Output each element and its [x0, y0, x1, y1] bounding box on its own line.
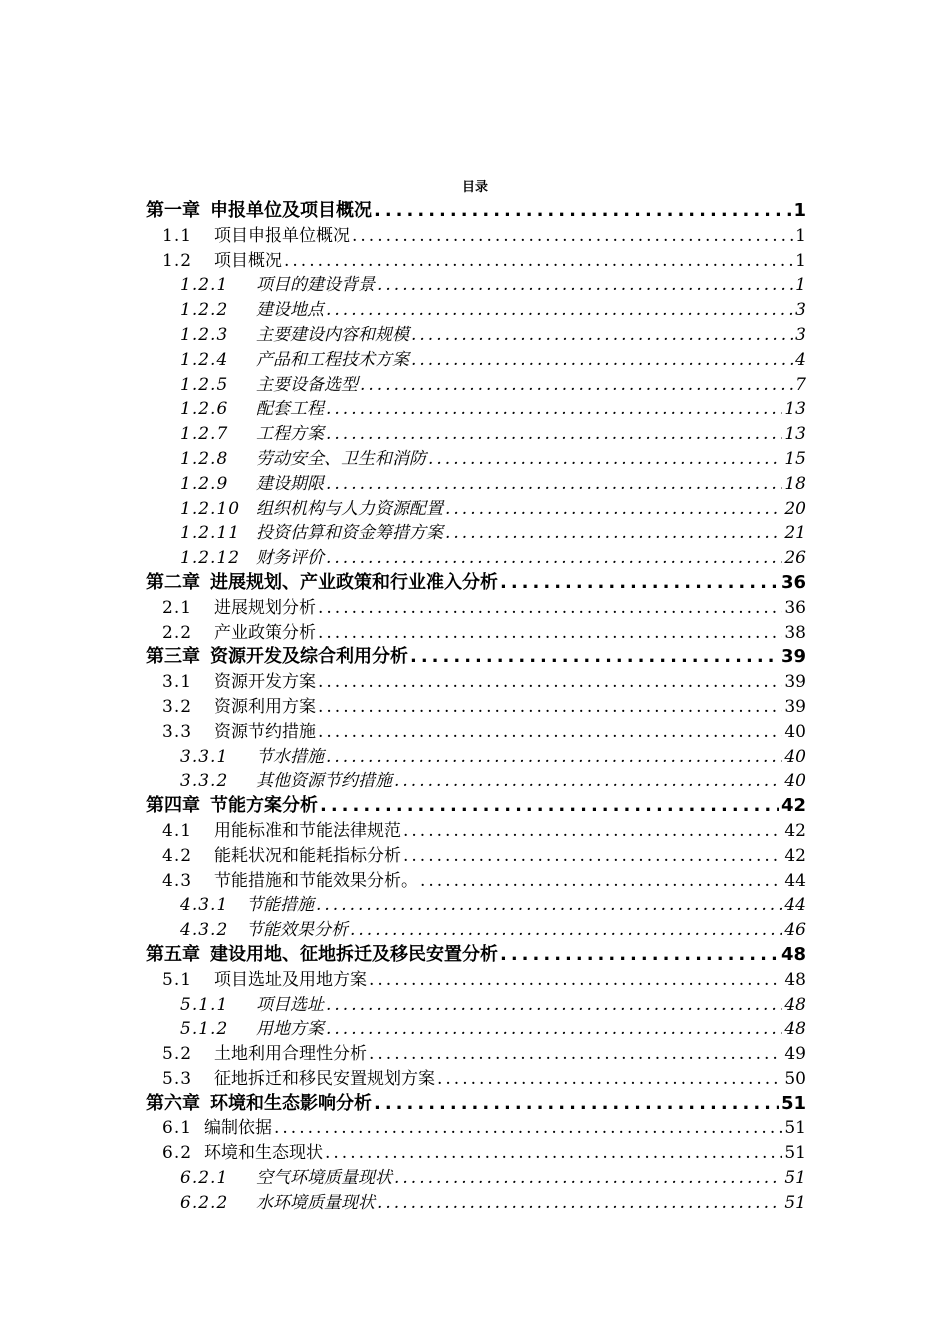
toc-subsection-entry[interactable] [146, 546, 806, 571]
toc-entry-text: 资源开发方案 [214, 672, 316, 693]
toc-entry-label [146, 794, 318, 819]
toc-entry-label [180, 348, 409, 373]
toc-page-number: 48 [784, 969, 806, 990]
toc-section-entry[interactable] [146, 869, 806, 894]
toc-leader-dots [326, 993, 782, 1018]
toc-page-number: 39 [784, 696, 806, 717]
toc-entry-text: 环境和生态现状 [204, 1143, 323, 1164]
toc-leader-dots [318, 695, 782, 720]
toc-entry-number: 6.2 [162, 1143, 193, 1164]
toc-entry-label [162, 249, 282, 274]
toc-leader-dots [411, 348, 793, 373]
toc-page-number: 1 [795, 225, 806, 246]
toc-entry-number: 4.3.1 [180, 895, 229, 916]
toc-entry-text: 劳动安全、卫生和消防 [256, 448, 426, 469]
toc-leader-dots [410, 645, 779, 670]
toc-entry-text: 进展规划分析 [214, 597, 316, 618]
toc-entry-label [180, 323, 409, 348]
toc-leader-dots [274, 1116, 782, 1141]
toc-entry-number: 5.2 [162, 1044, 193, 1065]
toc-entry-text: 编制依据 [204, 1118, 272, 1139]
toc-entry-label [180, 918, 348, 943]
toc-entry-text: 项目选址 [256, 994, 324, 1015]
toc-entry-text: 节水措施 [256, 746, 324, 767]
toc-leader-dots [326, 745, 782, 770]
toc-entry-number: 3.3.1 [180, 746, 229, 767]
toc-chapter-entry[interactable] [146, 199, 806, 224]
toc-subsection-entry[interactable] [146, 993, 806, 1018]
toc-entry-label [180, 1017, 324, 1042]
toc-page-number: 21 [784, 523, 806, 544]
toc-leader-dots [403, 819, 782, 844]
toc-entry-text: 建设用地、征地拆迁及移民安置分析 [210, 943, 498, 965]
toc-leader-dots [318, 621, 782, 646]
toc-section-entry[interactable] [146, 1042, 806, 1067]
toc-page-number: 49 [784, 1044, 806, 1065]
toc-page-number: 42 [784, 820, 806, 841]
toc-entry-number: 第二章 [146, 571, 200, 593]
toc-subsection-entry[interactable] [146, 893, 806, 918]
toc-leader-dots [394, 769, 782, 794]
toc-entry-number: 3.3.2 [180, 771, 229, 792]
toc-page-number: 36 [784, 597, 806, 618]
toc-entry-label [180, 422, 324, 447]
toc-section-entry[interactable] [146, 844, 806, 869]
toc-leader-dots [374, 1092, 779, 1117]
toc-entry-label [162, 720, 316, 745]
toc-subsection-entry[interactable] [146, 298, 806, 323]
toc-subsection-entry[interactable] [146, 1166, 806, 1191]
toc-subsection-entry[interactable] [146, 447, 806, 472]
toc-entry-number: 第四章 [146, 795, 200, 817]
toc-subsection-entry[interactable] [146, 497, 806, 522]
toc-entry-text: 资源开发及综合利用分析 [210, 646, 408, 668]
toc-entry-text: 财务评价 [256, 548, 324, 569]
toc-entry-number: 1.2.7 [180, 424, 229, 445]
toc-subsection-entry[interactable] [146, 422, 806, 447]
toc-page-number: 3 [795, 300, 806, 321]
toc-entry-text: 项目的建设背景 [256, 275, 375, 296]
toc-page-number: 20 [784, 498, 806, 519]
toc-page-number: 3 [795, 324, 806, 345]
toc-section-entry[interactable] [146, 224, 806, 249]
toc-entry-label [146, 943, 498, 968]
toc-page-number: 51 [784, 1192, 806, 1213]
toc-entry-text: 其他资源节约措施 [256, 771, 392, 792]
toc-entry-label [162, 819, 401, 844]
toc-entry-label [162, 596, 316, 621]
toc-leader-dots [320, 794, 779, 819]
toc-entry-number: 5.1 [162, 969, 193, 990]
toc-leader-dots [500, 943, 779, 968]
toc-entry-text: 节能措施和节能效果分析。 [214, 870, 418, 891]
toc-entry-label [180, 546, 324, 571]
toc-entry-label [162, 224, 350, 249]
toc-entry-label [180, 497, 443, 522]
toc-entry-label [146, 199, 372, 224]
toc-leader-dots [420, 869, 782, 894]
toc-entry-label [146, 1092, 372, 1117]
toc-entry-text: 节能方案分析 [210, 795, 318, 817]
toc-entry-label [146, 645, 408, 670]
toc-leader-dots [428, 447, 782, 472]
toc-leader-dots [369, 1042, 782, 1067]
toc-subsection-entry[interactable] [146, 348, 806, 373]
toc-entry-label [162, 1067, 435, 1092]
toc-page-number: 42 [780, 795, 806, 817]
toc-entry-label [180, 397, 324, 422]
toc-entry-text: 用地方案 [256, 1019, 324, 1040]
toc-section-entry[interactable] [146, 596, 806, 621]
toc-page-number: 44 [784, 895, 806, 916]
toc-page-number: 38 [784, 622, 806, 643]
toc-leader-dots [318, 670, 782, 695]
toc-entry-text: 建设地点 [256, 300, 324, 321]
toc-leader-dots [369, 968, 782, 993]
toc-leader-dots [377, 273, 793, 298]
toc-page-number: 1 [793, 200, 806, 221]
toc-subsection-entry[interactable] [146, 1017, 806, 1042]
toc-entry-label [162, 1141, 323, 1166]
toc-leader-dots [500, 571, 779, 596]
toc-entry-number: 1.2.5 [180, 374, 229, 395]
toc-entry-label [180, 893, 314, 918]
toc-entry-label [180, 298, 324, 323]
toc-entry-text: 申报单位及项目概况 [210, 200, 372, 221]
toc-entry-number: 5.1.2 [180, 1019, 229, 1040]
toc-page-number: 48 [780, 943, 806, 965]
toc-leader-dots [326, 472, 782, 497]
toc-entry-label [162, 869, 418, 894]
toc-entry-number: 3.2 [162, 696, 193, 717]
toc-entry-number: 第五章 [146, 943, 200, 965]
toc-entry-text: 组织机构与人力资源配置 [256, 498, 443, 519]
toc-entry-number: 1.2.10 [180, 498, 241, 519]
toc-entry-label [162, 968, 367, 993]
toc-entry-number: 第六章 [146, 1092, 200, 1114]
toc-entry-label [180, 472, 324, 497]
toc-entry-label [162, 1116, 272, 1141]
toc-entry-label [180, 769, 392, 794]
toc-leader-dots [445, 521, 782, 546]
toc-entry-number: 第一章 [146, 200, 200, 221]
toc-page-number: 40 [784, 746, 806, 767]
toc-leader-dots [318, 720, 782, 745]
toc-entry-text: 投资估算和资金筹措方案 [256, 523, 443, 544]
toc-page-number: 13 [784, 424, 806, 445]
toc-page-number: 48 [784, 1019, 806, 1040]
toc-entry-number: 1.2.4 [180, 349, 229, 370]
toc-entry-text: 资源利用方案 [214, 696, 316, 717]
toc-leader-dots [411, 323, 793, 348]
toc-entry-number: 4.1 [162, 820, 193, 841]
toc-leader-dots [326, 298, 793, 323]
toc-page-number: 39 [780, 646, 806, 668]
toc-entry-text: 配套工程 [256, 399, 324, 420]
toc-entry-text: 主要设备选型 [256, 374, 358, 395]
toc-leader-dots [326, 1017, 782, 1042]
toc-page-number: 26 [784, 548, 806, 569]
toc-entry-text: 产业政策分析 [214, 622, 316, 643]
toc-entry-number: 4.3.2 [180, 920, 229, 941]
toc-entry-text: 空气环境质量现状 [256, 1168, 392, 1189]
toc-entry-number: 6.2.2 [180, 1192, 229, 1213]
toc-entry-label [180, 373, 358, 398]
toc-entry-number: 1.2.6 [180, 399, 229, 420]
toc-subsection-entry[interactable] [146, 918, 806, 943]
toc-leader-dots [445, 497, 782, 522]
toc-entry-number: 6.1 [162, 1118, 193, 1139]
toc-entry-number: 1.2.3 [180, 324, 229, 345]
toc-section-entry[interactable] [146, 968, 806, 993]
toc-entry-text: 工程方案 [256, 424, 324, 445]
toc-subsection-entry[interactable] [146, 521, 806, 546]
toc-entry-text: 节能措施 [246, 895, 314, 916]
toc-page-number: 51 [784, 1168, 806, 1189]
toc-entry-number: 5.3 [162, 1068, 193, 1089]
toc-entry-label [180, 993, 324, 1018]
toc-page-number: 18 [784, 473, 806, 494]
toc-leader-dots [326, 397, 782, 422]
toc-entry-text: 水环境质量现状 [256, 1192, 375, 1213]
toc-page-number: 15 [784, 448, 806, 469]
toc-title: 目录 [461, 180, 488, 195]
toc-entry-number: 1.2.11 [180, 523, 241, 544]
toc-entry-number: 3.1 [162, 672, 193, 693]
toc-subsection-entry[interactable] [146, 745, 806, 770]
toc-entry-number: 1.2.9 [180, 473, 229, 494]
toc-leader-dots [316, 893, 782, 918]
toc-page-number: 46 [784, 920, 806, 941]
toc-leader-dots [325, 1141, 782, 1166]
table-of-contents [146, 199, 806, 1216]
toc-page-number: 51 [784, 1143, 806, 1164]
toc-section-entry[interactable] [146, 1141, 806, 1166]
toc-leader-dots [352, 224, 793, 249]
toc-entry-label [162, 1042, 367, 1067]
toc-entry-number: 2.1 [162, 597, 193, 618]
toc-entry-number: 1.2.1 [180, 275, 229, 296]
toc-chapter-entry[interactable] [146, 1092, 806, 1117]
toc-section-entry[interactable] [146, 249, 806, 274]
toc-entry-text: 进展规划、产业政策和行业准入分析 [210, 571, 498, 593]
toc-section-entry[interactable] [146, 720, 806, 745]
toc-entry-text: 项目概况 [214, 250, 282, 271]
toc-leader-dots [377, 1191, 782, 1216]
toc-entry-text: 项目申报单位概况 [214, 225, 350, 246]
toc-subsection-entry[interactable] [146, 769, 806, 794]
toc-entry-text: 主要建设内容和规模 [256, 324, 409, 345]
toc-page-number: 40 [784, 721, 806, 742]
toc-entry-label [146, 571, 498, 596]
toc-page-number: 40 [784, 771, 806, 792]
toc-section-entry[interactable] [146, 1067, 806, 1092]
toc-entry-text: 资源节约措施 [214, 721, 316, 742]
toc-page-number: 39 [784, 672, 806, 693]
toc-entry-label [180, 273, 375, 298]
toc-entry-label [162, 621, 316, 646]
toc-leader-dots [326, 422, 782, 447]
toc-page-number: 44 [784, 870, 806, 891]
toc-entry-number: 5.1.1 [180, 994, 229, 1015]
toc-chapter-entry[interactable] [146, 794, 806, 819]
toc-entry-text: 征地拆迁和移民安置规划方案 [214, 1068, 435, 1089]
toc-section-entry[interactable] [146, 695, 806, 720]
toc-leader-dots [284, 249, 793, 274]
toc-subsection-entry[interactable] [146, 397, 806, 422]
toc-page-number: 7 [795, 374, 806, 395]
toc-entry-label [180, 447, 426, 472]
toc-page-number: 48 [784, 994, 806, 1015]
toc-chapter-entry[interactable] [146, 645, 806, 670]
toc-entry-number: 1.2.2 [180, 300, 229, 321]
toc-entry-label [180, 521, 443, 546]
toc-entry-number: 6.2.1 [180, 1168, 229, 1189]
toc-leader-dots [326, 546, 782, 571]
toc-leader-dots [360, 373, 793, 398]
toc-entry-label [180, 1166, 392, 1191]
toc-leader-dots [437, 1067, 782, 1092]
toc-chapter-entry[interactable] [146, 571, 806, 596]
toc-entry-number: 4.2 [162, 845, 193, 866]
toc-subsection-entry[interactable] [146, 1191, 806, 1216]
toc-entry-number: 3.3 [162, 721, 193, 742]
toc-entry-text: 项目选址及用地方案 [214, 969, 367, 990]
toc-subsection-entry[interactable] [146, 472, 806, 497]
toc-entry-text: 节能效果分析 [246, 920, 348, 941]
toc-entry-text: 环境和生态影响分析 [210, 1092, 372, 1114]
toc-entry-text: 建设期限 [256, 473, 324, 494]
toc-page-number: 36 [780, 571, 806, 593]
toc-leader-dots [394, 1166, 782, 1191]
toc-section-entry[interactable] [146, 819, 806, 844]
toc-entry-label [162, 844, 401, 869]
toc-page-number: 51 [780, 1092, 806, 1114]
toc-entry-label [162, 670, 316, 695]
toc-page-number: 42 [784, 845, 806, 866]
toc-entry-text: 土地利用合理性分析 [214, 1044, 367, 1065]
toc-section-entry[interactable] [146, 670, 806, 695]
toc-subsection-entry[interactable] [146, 323, 806, 348]
toc-section-entry[interactable] [146, 1116, 806, 1141]
toc-page-number: 4 [795, 349, 806, 370]
toc-entry-number: 1.2.12 [180, 548, 241, 569]
toc-entry-text: 用能标准和节能法律规范 [214, 820, 401, 841]
toc-page-number: 13 [784, 399, 806, 420]
toc-entry-number: 2.2 [162, 622, 193, 643]
toc-entry-number: 1.2.8 [180, 448, 229, 469]
toc-page-number: 1 [795, 275, 806, 296]
toc-entry-label [162, 695, 316, 720]
toc-subsection-entry[interactable] [146, 273, 806, 298]
toc-leader-dots [318, 596, 782, 621]
toc-chapter-entry[interactable] [146, 943, 806, 968]
toc-section-entry[interactable] [146, 621, 806, 646]
toc-leader-dots [403, 844, 782, 869]
toc-entry-label [180, 1191, 375, 1216]
toc-leader-dots [374, 199, 791, 224]
toc-entry-number: 1.1 [162, 225, 193, 246]
toc-page-number: 51 [784, 1118, 806, 1139]
toc-entry-number: 第三章 [146, 646, 200, 668]
toc-entry-number: 4.3 [162, 870, 193, 891]
toc-entry-number: 1.2 [162, 250, 193, 271]
toc-page-number: 1 [795, 250, 806, 271]
toc-subsection-entry[interactable] [146, 373, 806, 398]
toc-page-number: 50 [784, 1068, 806, 1089]
toc-entry-label [180, 745, 324, 770]
toc-leader-dots [350, 918, 782, 943]
toc-entry-text: 能耗状况和能耗指标分析 [214, 845, 401, 866]
toc-entry-text: 产品和工程技术方案 [256, 349, 409, 370]
